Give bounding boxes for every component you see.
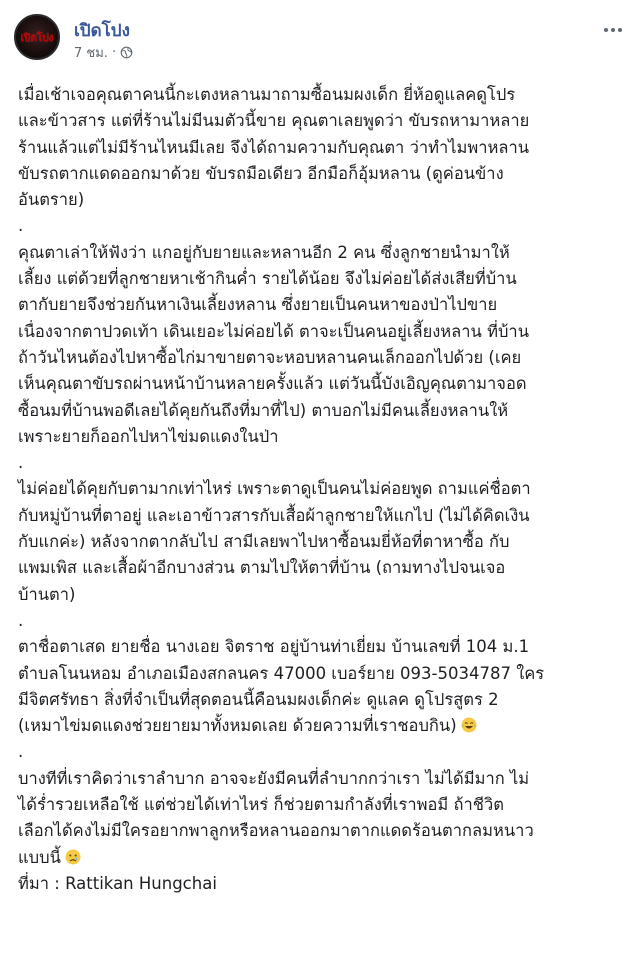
text-line: เนื่องจากตาปวดเท้า เดินเยอะไม่ค่อยได้ ตาจะเป็นคนอยู่เลี้ยงหลาน ที่บ้าน [18, 321, 529, 341]
paragraph-separator: . [18, 453, 24, 473]
text-line: ขับรถตากแดดออกมาด้วย ขับรถมือเดียว อีกมือก็อุ้มหลาน (ดูค่อนข้าง [18, 163, 504, 183]
post-paragraph [18, 476, 618, 607]
text-line: ตากับยายจึงช่วยกันหาเงินเลี้ยงหลาน ซึ่งยายเป็นคนหาของป่าไปขาย [18, 295, 498, 315]
text-line: มีจิตศรัทธา สิ่งที่จำเป็นที่สุดตอนนี้คือนมผงเด็กค่ะ ดูแลค ดูโปรสูตร 2 [18, 689, 499, 709]
paragraph-separator: . [18, 742, 24, 762]
more-options-button[interactable] [600, 20, 626, 40]
source-line: ที่มา : Rattikan Hungchai [18, 873, 217, 893]
text-line: คุณตาเล่าให้ฟังว่า แกอยู่กับยายและหลานอีก 2 คน ซึ่งลูกชายนำมาให้ [18, 242, 510, 262]
text-line: ตาชื่อตาเสด ยายชื่อ นางเอย จิตราช อยู่บ้านท่าเยี่ยม บ้านเลขที่ 104 ม.1 [18, 637, 530, 657]
sad-tear-emoji [65, 849, 81, 865]
globe-icon[interactable] [120, 46, 133, 59]
page-logo [17, 27, 57, 47]
text-line: กับแกค่ะ) หลังจากตากลับไป สามีเลยพาไปหาซื้อนมยี่ห้อที่ตาหาซื้อ กับ [18, 532, 510, 552]
text-line: ซื้อนมที่บ้านพอดีเลยได้คุยกันถึงที่มาที่ไป) ตาบอกไม่มีคนเลี้ยงหลานให้ [18, 400, 509, 420]
post-paragraph [18, 82, 618, 213]
post-paragraph [18, 240, 618, 450]
post-paragraph [18, 634, 618, 739]
text-line: อันตราย) [18, 190, 85, 210]
text-line: ตำบลโนนหอม อำเภอเมืองสกลนคร 47000 เบอร์ยาย 093-5034787 ใคร [18, 663, 545, 683]
more-horizontal-icon [604, 28, 622, 32]
text-line: บางทีที่เราคิดว่าเราลำบาก อาจจะยังมีคนที่ลำบากกว่าเรา ไม่ได้มีมาก ไม่ [18, 768, 530, 788]
text-line: (เหมาไข่มดแดงช่วยยายมาทั้งหมดเลย ด้วยความที่เราชอบกิน) [18, 713, 618, 739]
post-paragraph [18, 766, 618, 871]
text-line: แพมเพิส และเสื้อผ้าอีกบางส่วน ตามไปให้ตาที่บ้าน (ถามทางไปจนเจอ [18, 558, 506, 578]
post-time[interactable]: 7 ชม. [74, 46, 108, 61]
text-line: ได้ร่ำรวยเหลือใช้ แต่ช่วยได้เท่าไหร่ ก็ช่วยตามกำลังที่เราพอมี ถ้าชีวิต [18, 795, 504, 815]
svg-text:เปิดโปง: เปิดโปง [20, 33, 54, 44]
paragraph-separator: . [18, 610, 24, 630]
text-line: และข้าวสาร แต่ที่ร้านไม่มีนมตัวนี้ขาย คุณตาเลยพูดว่า ขับรถหามาหลาย [18, 111, 530, 131]
meta-separator: · [111, 45, 117, 60]
text-line: บ้านตา) [18, 584, 76, 604]
page-name[interactable]: เปิดโปง [74, 21, 130, 41]
text-line: กับหมู่บ้านที่ตาอยู่ และเอาข้าวสารกับเสื้อผ้าลูกชายให้แกไป (ไม่ได้คิดเงิน [18, 505, 530, 525]
post-body [18, 82, 618, 897]
text-line: แบบนี้ [18, 845, 618, 871]
text-line: เลือกได้คงไม่มีใครอยากพาลูกหรือหลานออกมาตากแดดร้อนตากลมหนาว [18, 821, 534, 841]
text-line: ร้านแล้วแต่ไม่มีร้านไหนมีเลย จึงได้ถามความกับคุณตา ว่าทำไมพาหลาน [18, 137, 530, 157]
text-line: เลี้ยง แต่ด้วยที่ลูกชายหาเช้ากินค่ำ รายได้น้อย จึงไม่ค่อยได้ส่งเสียที่บ้าน [18, 269, 517, 289]
text-line: ไม่ค่อยได้คุยกับตามากเท่าไหร่ เพราะตาดูเป็นคนไม่ค่อยพูด ถามแค่ชื่อตา [18, 479, 531, 499]
paragraph-separator: . [18, 216, 24, 236]
post-meta [74, 42, 133, 63]
text-line: เพราะยายก็ออกไปหาไข่มดแดงในป่า [18, 426, 279, 446]
post-header [14, 14, 626, 74]
page-avatar[interactable] [14, 14, 60, 60]
text-line: เมื่อเช้าเจอคุณตาคนนี้กะเตงหลานมาถามซื้อนมผงเด็ก ยี่ห้อดูแลคดูโปร [18, 85, 516, 104]
text-line: เห็นคุณตาขับรถผ่านหน้าบ้านหลายครั้งแล้ว แต่วันนี้บังเอิญคุณตามาจอด [18, 374, 527, 394]
laughing-tears-emoji [461, 717, 477, 733]
text-line: ถ้าวันไหนต้องไปหาซื้อไก่มาขายตาจะหอบหลานคนเล็กออกไปด้วย (เคย [18, 347, 522, 367]
